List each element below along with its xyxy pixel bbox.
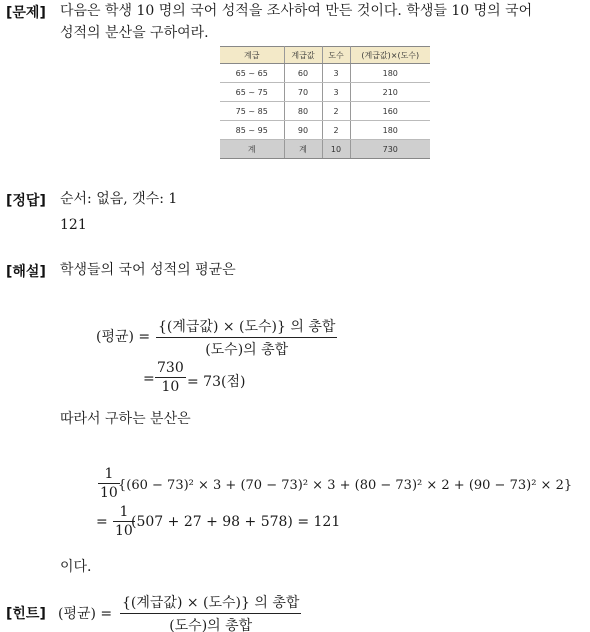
mean-fraction [156,316,337,359]
variance-intro: 따라서 구하는 분산은 [60,411,191,427]
table-row [220,102,430,121]
hint-numerator: {(계급값) × (도수)} 의 총합 [122,595,300,611]
mean-denominator: (도수)의 총합 [205,342,289,358]
table-cell: 계 [220,140,284,159]
table-cell: 80 [284,102,322,121]
table-header-row [220,47,430,64]
table-cell: 70 [284,83,322,102]
table-cell: 계 [284,140,322,159]
mean-lhs: (평균) = [96,329,151,345]
answer-line-1: 순서: 없음, 갯수: 1 [60,191,178,207]
fraction-bar [98,483,120,484]
solution-outro: 이다. [60,559,92,575]
answer-line-2: 121 [60,217,87,233]
mean-eq2-result: = 73(점) [187,374,246,390]
table-cell: 85 ~ 95 [220,121,284,140]
table-cell: 60 [284,64,322,83]
variance-line-2: (507 + 27 + 98 + 578) = 121 [131,514,341,530]
variance-line-1: {(60 − 73)² × 3 + (70 − 73)² × 3 + (80 − 73)² × 2 + (90 − 73)² × 2} [118,478,573,493]
hint-label: [힌트] [6,606,46,622]
mean-eq2-fraction [155,360,186,395]
header-class: 계급 [220,47,284,64]
variance-fraction-1 [98,466,120,501]
fraction-bar [120,613,301,614]
table-cell: 3 [322,64,350,83]
solution-label: [해설] [6,264,46,280]
fraction-bar [156,337,337,338]
mean-eq2-numerator: 730 [157,360,184,376]
problem-line-2: 성적의 분산을 구하여라. [60,25,209,41]
hint-fraction [120,592,301,632]
table-total-row [220,140,430,159]
answer-label: [정답] [6,193,46,209]
hint-denominator: (도수)의 총합 [169,618,253,632]
solution-intro: 학생들의 국어 성적의 평균은 [60,262,236,278]
variance-fraction-numerator: 1 [119,504,129,520]
mean-numerator: {(계급값) × (도수)} 의 총합 [158,319,336,335]
table-cell: 65 ~ 65 [220,64,284,83]
hint-lhs: (평균) = [58,606,113,622]
table-cell: 730 [350,140,430,159]
header-product: (계급값)×(도수) [350,47,430,64]
header-class-value: 계급값 [284,47,322,64]
variance-eq-prefix: = [96,514,108,530]
table-cell: 2 [322,121,350,140]
table-row [220,64,430,83]
table-cell: 2 [322,102,350,121]
mean-eq2-denominator: 10 [161,379,180,395]
table-cell: 180 [350,64,430,83]
table-cell: 3 [322,83,350,102]
table-cell: 210 [350,83,430,102]
table-cell: 10 [322,140,350,159]
frequency-table [220,46,430,159]
mean-eq2-prefix: = [143,371,155,387]
variance-fraction-denominator: 10 [100,485,118,501]
table-row [220,83,430,102]
fraction-bar [155,377,186,378]
table-cell: 180 [350,121,430,140]
table-cell: 90 [284,121,322,140]
table-cell: 65 ~ 75 [220,83,284,102]
header-frequency: 도수 [322,47,350,64]
table-cell: 160 [350,102,430,121]
problem-line-1: 다음은 학생 10 명의 국어 성적을 조사하여 만든 것이다. 학생들 10 명의 국어 [60,3,533,19]
problem-label: [문제] [6,5,46,21]
table-cell: 75 ~ 85 [220,102,284,121]
variance-fraction-denominator: 10 [115,523,133,539]
variance-fraction-numerator: 1 [104,466,114,482]
table-row [220,121,430,140]
